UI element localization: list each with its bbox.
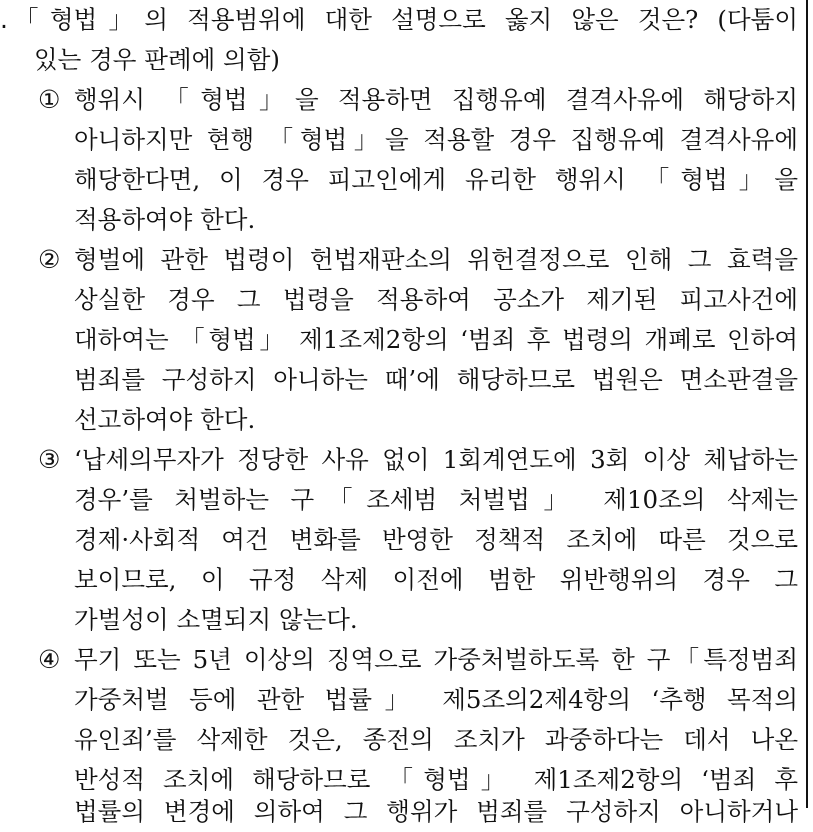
option-2-marker: ② (38, 245, 61, 274)
option-4-line: 유인죄’를 삭제한 것은, 종전의 조치가 과중하다는 데서 나온 (74, 725, 798, 754)
option-1-line: 아니하지만 현행 「형법」을 적용할 경우 집행유예 결격사유에 (74, 125, 798, 154)
option-3-line: 경우’를 처벌하는 구「조세범 처벌법」 제10조의 삭제는 (74, 485, 798, 514)
option-4-line: 무기 또는 5년 이상의 징역으로 가중처벌하도록 한 구「특정범죄 (74, 645, 798, 674)
option-3-marker: ③ (38, 445, 61, 474)
option-4-marker: ④ (38, 645, 61, 674)
option-3-line: 가벌성이 소멸되지 않는다. (74, 605, 358, 634)
option-2-line: 대하여는 「형법」 제1조제2항의 ‘범죄 후 법령의 개폐로 인하여 (74, 325, 798, 354)
option-1-marker: ① (38, 85, 61, 114)
option-3-line: ‘납세의무자가 정당한 사유 없이 1회계연도에 3회 이상 체납하는 (74, 445, 798, 474)
option-4-line: 법률의 변경에 의하여 그 행위가 범죄를 구성하지 아니하거나 (74, 797, 798, 826)
option-1-line: 해당한다면, 이 경우 피고인에게 유리한 행위시 「형법」을 (74, 165, 798, 194)
option-4-line: 반성적 조치에 해당하므로 「형법」 제1조제2항의 ‘범죄 후 (74, 765, 798, 794)
option-4-line: 가중처벌 등에 관한 법률」 제5조의2제4항의 ‘추행 목적의 (74, 685, 798, 714)
option-2-line: 상실한 경우 그 법령을 적용하여 공소가 제기된 피고사건에 (74, 285, 798, 314)
option-1-line: 적용하여야 한다. (74, 205, 256, 234)
option-3-line: 경제·사회적 여건 변화를 반영한 정책적 조치에 따른 것으로 (74, 525, 798, 554)
option-1-line: 행위시 「형법」을 적용하면 집행유예 결격사유에 해당하지 (74, 85, 798, 114)
option-2-line: 범죄를 구성하지 아니하는 때’에 해당하므로 법원은 면소판결을 (74, 365, 798, 394)
option-3-line: 보이므로, 이 규정 삭제 이전에 범한 위반행위의 경우 그 (74, 565, 798, 594)
option-2-line: 선고하여야 한다. (74, 405, 256, 434)
question-stem-line: 「형법」의 적용범위에 대한 설명으로 옳지 않은 것은? (다툼이 (14, 5, 798, 34)
option-2-line: 형벌에 관한 법령이 헌법재판소의 위헌결정으로 인해 그 효력을 (74, 245, 798, 274)
question-number: . (0, 5, 8, 34)
right-border-line (806, 0, 808, 808)
question-stem-line: 있는 경우 판례에 의함) (34, 45, 280, 74)
